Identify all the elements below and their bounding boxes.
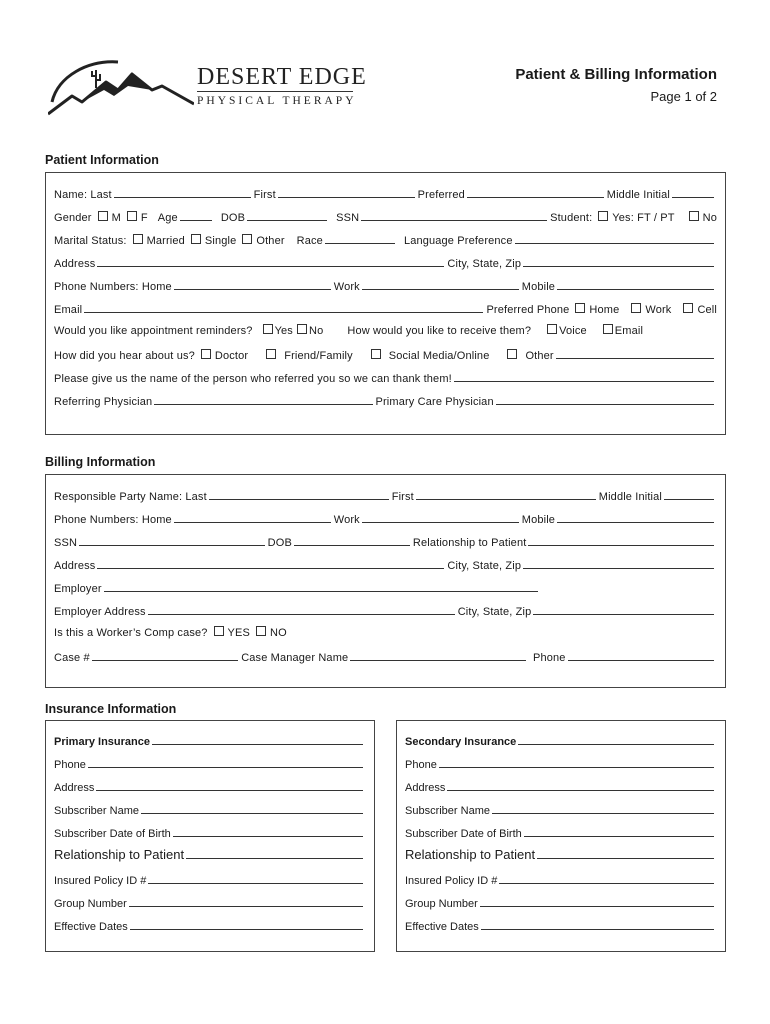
responsible-mi-label: Middle Initial: [598, 491, 663, 503]
billing-city-label: City, State, Zip: [447, 560, 522, 572]
primary-relationship-label: Relationship to Patient: [54, 847, 185, 862]
primary-dates-field[interactable]: [130, 918, 363, 930]
hear-doctor-label: Doctor: [214, 350, 249, 362]
secondary-policy-row: [405, 872, 717, 888]
phone-home-field[interactable]: [174, 278, 331, 290]
hear-other-field[interactable]: [556, 347, 714, 359]
case-number-field[interactable]: [92, 649, 238, 661]
race-label: Race: [296, 235, 323, 247]
student-label: Student:: [550, 212, 593, 224]
responsible-first-label: First: [391, 491, 414, 503]
primary-relationship-field[interactable]: [186, 847, 363, 859]
referring-physician-field[interactable]: [154, 393, 372, 405]
dob-label: DOB: [220, 212, 246, 224]
billing-relationship-label: Relationship to Patient: [412, 537, 527, 549]
receive-voice-checkbox[interactable]: [547, 324, 557, 334]
patient-hear-row: [54, 347, 717, 363]
billing-phone-home-label: Phone Numbers: Home: [54, 514, 172, 526]
hear-friend-label: Friend/Family: [284, 350, 353, 362]
phone-home-label: Phone Numbers: Home: [54, 281, 172, 293]
billing-mobile-field[interactable]: [557, 511, 714, 523]
secondary-policy-field[interactable]: [499, 872, 714, 884]
primary-address-label: Address: [54, 782, 95, 794]
primary-phone-field[interactable]: [88, 756, 363, 768]
primary-insurance-label: Primary Insurance: [54, 736, 150, 748]
responsible-mi-field[interactable]: [664, 488, 714, 500]
reminders-yes-label: Yes: [274, 325, 293, 337]
billing-address-row: [54, 557, 717, 573]
case-number-label: Case #: [54, 652, 90, 664]
single-checkbox[interactable]: [191, 234, 201, 244]
billing-work-field[interactable]: [362, 511, 519, 523]
married-checkbox[interactable]: [133, 234, 143, 244]
billing-phone-home-field[interactable]: [174, 511, 331, 523]
student-no-label: No: [702, 212, 717, 224]
workers-comp-no-checkbox[interactable]: [256, 626, 266, 636]
secondary-address-row: [405, 779, 717, 795]
secondary-dob-label: Subscriber Date of Birth: [405, 828, 522, 840]
receive-email-checkbox[interactable]: [603, 324, 613, 334]
preferred-cell-checkbox[interactable]: [683, 303, 693, 313]
patient-section-heading: Patient Information: [45, 153, 159, 167]
billing-section-heading: Billing Information: [45, 455, 156, 469]
student-yes-checkbox[interactable]: [598, 211, 608, 221]
email-field[interactable]: [84, 301, 483, 313]
primary-dates-row: [54, 918, 366, 934]
workers-comp-yes-label: YES: [227, 627, 250, 639]
primary-dob-row: [54, 825, 366, 841]
secondary-dates-label: Effective Dates: [405, 921, 479, 933]
secondary-subscriber-row: [405, 802, 717, 818]
preferred-work-label: Work: [645, 304, 672, 316]
secondary-group-field[interactable]: [480, 895, 714, 907]
secondary-policy-label: Insured Policy ID #: [405, 875, 498, 887]
billing-dob-field[interactable]: [294, 534, 410, 546]
employer-field[interactable]: [104, 580, 538, 592]
primary-subscriber-row: [54, 802, 366, 818]
reminders-no-label: No: [308, 325, 324, 337]
primary-address-field[interactable]: [96, 779, 363, 791]
preferred-home-checkbox[interactable]: [575, 303, 585, 313]
primary-policy-label: Insured Policy ID #: [54, 875, 147, 887]
primary-title-row: [54, 733, 366, 749]
case-manager-field[interactable]: [350, 649, 526, 661]
secondary-phone-row: [405, 756, 717, 772]
primary-policy-field[interactable]: [148, 872, 363, 884]
gender-m-label: M: [111, 212, 121, 224]
billing-ssn-label: SSN: [54, 537, 78, 549]
billing-dob-label: DOB: [267, 537, 292, 549]
dob-field[interactable]: [247, 209, 327, 221]
last-name-field[interactable]: [114, 186, 251, 198]
secondary-dob-field[interactable]: [524, 825, 714, 837]
city-state-zip-field[interactable]: [523, 255, 714, 267]
hear-label: How did you hear about us?: [54, 350, 195, 362]
gender-label: Gender: [54, 212, 92, 224]
address-field[interactable]: [97, 255, 444, 267]
primary-care-label: Primary Care Physician: [375, 396, 494, 408]
patient-email-row: [54, 301, 717, 317]
language-label: Language Preference: [403, 235, 513, 247]
hear-friend-checkbox[interactable]: [266, 349, 276, 359]
patient-reminders-row: [54, 324, 717, 340]
hear-social-checkbox[interactable]: [371, 349, 381, 359]
gender-f-checkbox[interactable]: [127, 211, 137, 221]
billing-address-label: Address: [54, 560, 96, 572]
secondary-subscriber-label: Subscriber Name: [405, 805, 490, 817]
billing-ssn-field[interactable]: [79, 534, 265, 546]
referred-label: Please give us the name of the person who referred you so we can thank them!: [54, 373, 452, 385]
brand-divider: [197, 91, 353, 92]
employer-city-field[interactable]: [533, 603, 714, 615]
billing-employer-row: [54, 580, 717, 596]
primary-group-label: Group Number: [54, 898, 127, 910]
billing-city-field[interactable]: [523, 557, 714, 569]
age-label: Age: [157, 212, 178, 224]
other-checkbox[interactable]: [242, 234, 252, 244]
secondary-address-label: Address: [405, 782, 446, 794]
billing-name-row: [54, 488, 717, 504]
language-field[interactable]: [515, 232, 714, 244]
patient-address-row: [54, 255, 717, 271]
secondary-phone-field[interactable]: [439, 756, 714, 768]
married-label: Married: [146, 235, 185, 247]
reminders-no-checkbox[interactable]: [297, 324, 307, 334]
first-name-label: First: [253, 189, 276, 201]
patient-gender-row: [54, 209, 717, 225]
secondary-relationship-row: [405, 847, 717, 863]
hear-doctor-checkbox[interactable]: [201, 349, 211, 359]
reminders-label: Would you like appointment reminders?: [54, 325, 253, 337]
primary-subscriber-field[interactable]: [141, 802, 363, 814]
primary-dates-label: Effective Dates: [54, 921, 128, 933]
primary-group-row: [54, 895, 366, 911]
secondary-insurance-field[interactable]: [518, 733, 714, 745]
primary-phone-row: [54, 756, 366, 772]
age-field[interactable]: [180, 209, 212, 221]
gender-f-label: F: [140, 212, 148, 224]
preferred-name-label: Preferred: [417, 189, 465, 201]
gender-m-checkbox[interactable]: [98, 211, 108, 221]
secondary-relationship-field[interactable]: [537, 847, 714, 859]
document-title: Patient & Billing Information: [515, 66, 717, 83]
secondary-subscriber-field[interactable]: [492, 802, 714, 814]
receive-voice-label: Voice: [559, 325, 587, 337]
primary-insurance-box: [45, 720, 375, 952]
primary-phone-label: Phone: [54, 759, 86, 771]
employer-address-field[interactable]: [148, 603, 455, 615]
billing-case-row: [54, 649, 717, 665]
billing-info-box: [45, 474, 726, 688]
phone-mobile-field[interactable]: [557, 278, 714, 290]
secondary-dates-row: [405, 918, 717, 934]
secondary-insurance-box: [396, 720, 726, 952]
desert-edge-logo: [48, 56, 194, 116]
secondary-group-row: [405, 895, 717, 911]
responsible-first-field[interactable]: [416, 488, 596, 500]
address-label: Address: [54, 258, 96, 270]
receive-email-label: Email: [614, 325, 644, 337]
first-name-field[interactable]: [278, 186, 415, 198]
workers-comp-yes-checkbox[interactable]: [214, 626, 224, 636]
email-label: Email: [54, 304, 83, 316]
phone-work-field[interactable]: [362, 278, 519, 290]
employer-city-label: City, State, Zip: [457, 606, 532, 618]
secondary-title-row: [405, 733, 717, 749]
primary-address-row: [54, 779, 366, 795]
secondary-phone-label: Phone: [405, 759, 437, 771]
billing-phone-row: [54, 511, 717, 527]
patient-name-row: [54, 186, 717, 202]
primary-subscriber-label: Subscriber Name: [54, 805, 139, 817]
billing-ssn-row: [54, 534, 717, 550]
workers-comp-label: Is this a Worker’s Comp case?: [54, 627, 208, 639]
referred-field[interactable]: [454, 370, 714, 382]
middle-initial-label: Middle Initial: [606, 189, 671, 201]
insurance-section-heading: Insurance Information: [45, 702, 177, 716]
hear-other-checkbox[interactable]: [507, 349, 517, 359]
patient-marital-row: [54, 232, 717, 248]
billing-employer-address-row: [54, 603, 717, 619]
receive-label: How would you like to receive them?: [347, 325, 532, 337]
employer-address-label: Employer Address: [54, 606, 146, 618]
preferred-name-field[interactable]: [467, 186, 604, 198]
student-no-checkbox[interactable]: [689, 211, 699, 221]
primary-policy-row: [54, 872, 366, 888]
page-indicator: Page 1 of 2: [650, 89, 717, 104]
student-yes-label: Yes: FT / PT: [612, 212, 675, 224]
phone-mobile-label: Mobile: [521, 281, 556, 293]
single-label: Single: [204, 235, 237, 247]
patient-physician-row: [54, 393, 717, 409]
secondary-relationship-label: Relationship to Patient: [405, 847, 536, 862]
preferred-work-checkbox[interactable]: [631, 303, 641, 313]
brand-name: DESERT EDGE: [197, 64, 367, 90]
patient-referred-row: [54, 370, 717, 386]
referring-physician-label: Referring Physician: [54, 396, 153, 408]
primary-dob-field[interactable]: [173, 825, 363, 837]
middle-initial-field[interactable]: [672, 186, 714, 198]
brand-subtitle: PHYSICAL THERAPY: [197, 95, 357, 107]
secondary-address-field[interactable]: [447, 779, 714, 791]
workers-comp-no-label: NO: [270, 627, 287, 639]
preferred-home-label: Home: [589, 304, 620, 316]
billing-work-label: Work: [333, 514, 360, 526]
reminders-yes-checkbox[interactable]: [263, 324, 273, 334]
responsible-last-field[interactable]: [209, 488, 389, 500]
ssn-field[interactable]: [361, 209, 547, 221]
secondary-group-label: Group Number: [405, 898, 478, 910]
phone-work-label: Work: [333, 281, 360, 293]
billing-mobile-label: Mobile: [521, 514, 556, 526]
case-manager-label: Case Manager Name: [241, 652, 349, 664]
patient-info-box: [45, 172, 726, 435]
case-phone-label: Phone: [533, 652, 566, 664]
ssn-label: SSN: [336, 212, 360, 224]
hear-other-label: Other: [525, 350, 554, 362]
secondary-dates-field[interactable]: [481, 918, 714, 930]
responsible-label: Responsible Party Name: Last: [54, 491, 207, 503]
primary-group-field[interactable]: [129, 895, 363, 907]
primary-care-field[interactable]: [496, 393, 714, 405]
primary-relationship-row: [54, 847, 366, 863]
preferred-phone-label: Preferred Phone: [486, 304, 570, 316]
billing-workers-comp-row: [54, 626, 717, 642]
primary-dob-label: Subscriber Date of Birth: [54, 828, 171, 840]
last-name-label: Name: Last: [54, 189, 112, 201]
preferred-cell-label: Cell: [697, 304, 717, 316]
employer-label: Employer: [54, 583, 102, 595]
secondary-dob-row: [405, 825, 717, 841]
billing-relationship-field[interactable]: [528, 534, 714, 546]
marital-label: Marital Status:: [54, 235, 127, 247]
other-label: Other: [256, 235, 285, 247]
city-state-zip-label: City, State, Zip: [447, 258, 522, 270]
race-field[interactable]: [325, 232, 395, 244]
case-phone-field[interactable]: [568, 649, 714, 661]
billing-address-field[interactable]: [97, 557, 444, 569]
primary-insurance-field[interactable]: [152, 733, 363, 745]
patient-phone-row: [54, 278, 717, 294]
hear-social-label: Social Media/Online: [388, 350, 490, 362]
secondary-insurance-label: Secondary Insurance: [405, 736, 517, 748]
